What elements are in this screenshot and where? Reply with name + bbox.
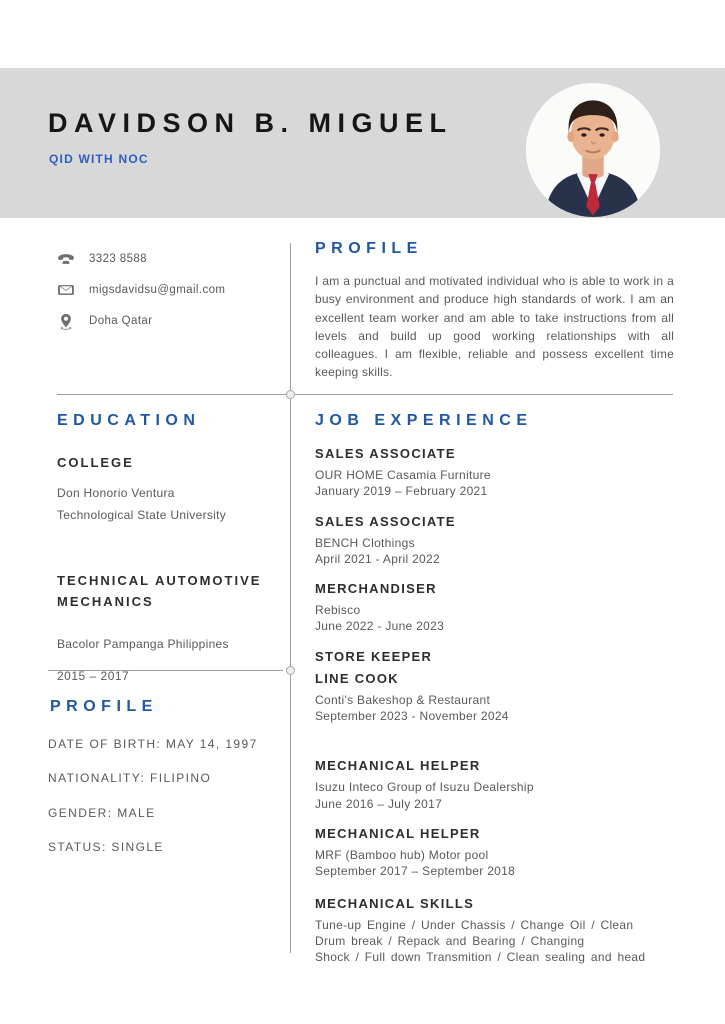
job-dates: September 2017 – September 2018: [315, 864, 516, 879]
divider-junction-dot: [286, 666, 295, 675]
profile-summary-text: I am a punctual and motivated individual who is able to work in a busy environment and produce high standards of work. I am an excellent team worker and am able to take instructions from all levels and build up good working relationships with all colleagues. I am flexible, reliable and possess excellent time keeping skills.: [315, 274, 674, 380]
education-program-line1: TECHNICAL AUTOMOTIVE: [57, 573, 262, 588]
location-text: Doha Qatar: [89, 314, 153, 327]
mechanical-skills-list: [315, 917, 675, 966]
contact-row-phone: [57, 243, 283, 274]
job-entry: [315, 581, 675, 635]
job-meta: [315, 602, 675, 635]
job-company: MRF (Bamboo hub) Motor pool: [315, 847, 489, 862]
job-company: Isuzu Inteco Group of Isuzu Dealership: [315, 780, 534, 795]
education-school-line1: Don Honorio Ventura: [57, 486, 175, 500]
education-location: Bacolor Pampanga Philippines: [57, 637, 229, 651]
contact-section: [57, 243, 283, 336]
job-company: Conti's Bakeshop & Restaurant: [315, 692, 491, 707]
job-meta: [315, 779, 675, 812]
person-avatar-graphic: [526, 83, 660, 217]
job-title: STORE KEEPER: [315, 648, 433, 664]
mechanical-skills-block: [315, 896, 675, 966]
job-meta: [315, 467, 675, 500]
skills-line: Drum break / Repack and Bearing / Changing: [315, 933, 585, 948]
education-program-line2: MECHANICS: [57, 594, 154, 609]
job-meta: [315, 535, 675, 568]
candidate-subtitle: QID WITH NOC: [49, 152, 149, 166]
education-level: COLLEGE: [57, 455, 134, 470]
contact-row-location: [57, 305, 283, 336]
phone-number: 3323 8588: [89, 252, 147, 265]
job-entry: [315, 758, 675, 812]
job-dates: April 2021 - April 2022: [315, 551, 440, 566]
nationality: NATIONALITY: FILIPINO: [48, 771, 212, 785]
job-title: MECHANICAL HELPER: [315, 758, 481, 774]
job-title: SALES ASSOCIATE: [315, 446, 456, 461]
education-school-line2: Technological State University: [57, 507, 227, 522]
job-list: [315, 446, 675, 965]
divider-junction-dot: [286, 390, 295, 399]
contact-row-email: [57, 274, 283, 305]
job-company: OUR HOME Casamia Furniture: [315, 468, 491, 482]
skills-line: Shock / Full down Transmition / Clean sealing and head: [315, 950, 646, 965]
envelope-icon: [57, 281, 75, 299]
education-heading: EDUCATION: [57, 412, 201, 429]
education-years: 2015 – 2017: [57, 669, 130, 683]
profile-summary-section: [315, 240, 674, 382]
job-dates: January 2019 – February 2021: [315, 484, 488, 499]
candidate-name: DAVIDSON B. MIGUEL: [48, 108, 453, 138]
job-title-second: LINE COOK: [315, 670, 399, 686]
personal-profile-section: [48, 698, 284, 854]
job-title: MECHANICAL HELPER: [315, 825, 481, 841]
job-dates: June 2022 - June 2023: [315, 619, 445, 634]
column-divider-line: [290, 243, 291, 953]
date-of-birth: DATE OF BIRTH: MAY 14, 1997: [48, 736, 258, 751]
job-entry: [315, 649, 675, 725]
mechanical-skills-heading: MECHANICAL SKILLS: [315, 895, 475, 911]
location-pin-icon: [57, 312, 75, 330]
job-company: BENCH Clothings: [315, 535, 415, 550]
job-experience-section: [315, 412, 675, 965]
education-school: [57, 483, 285, 526]
job-dates: June 2016 – July 2017: [315, 796, 443, 811]
phone-icon: [57, 250, 75, 268]
status: STATUS: SINGLE: [48, 840, 164, 854]
job-experience-heading: JOB EXPERIENCE: [315, 412, 533, 429]
job-entry: [315, 446, 675, 500]
horizontal-divider-top: [57, 394, 673, 395]
job-meta: [315, 847, 675, 880]
job-title: SALES ASSOCIATE: [315, 513, 456, 529]
gender: GENDER: MALE: [48, 805, 156, 820]
personal-profile-heading: PROFILE: [50, 698, 158, 715]
profile-summary-heading: PROFILE: [315, 240, 423, 257]
profile-photo: [526, 83, 660, 217]
job-meta: [315, 692, 675, 725]
education-section: [57, 412, 285, 683]
job-entry: [315, 514, 675, 568]
job-dates: September 2023 - November 2024: [315, 709, 509, 724]
job-company: Rebisco: [315, 603, 361, 618]
job-entry: [315, 826, 675, 880]
job-title: MERCHANDISER: [315, 581, 437, 597]
education-program: [57, 570, 285, 612]
email-address: migsdavidsu@gmail.com: [89, 283, 226, 296]
skills-line: Tune-up Engine / Under Chassis / Change Oil / Clean: [315, 917, 634, 932]
